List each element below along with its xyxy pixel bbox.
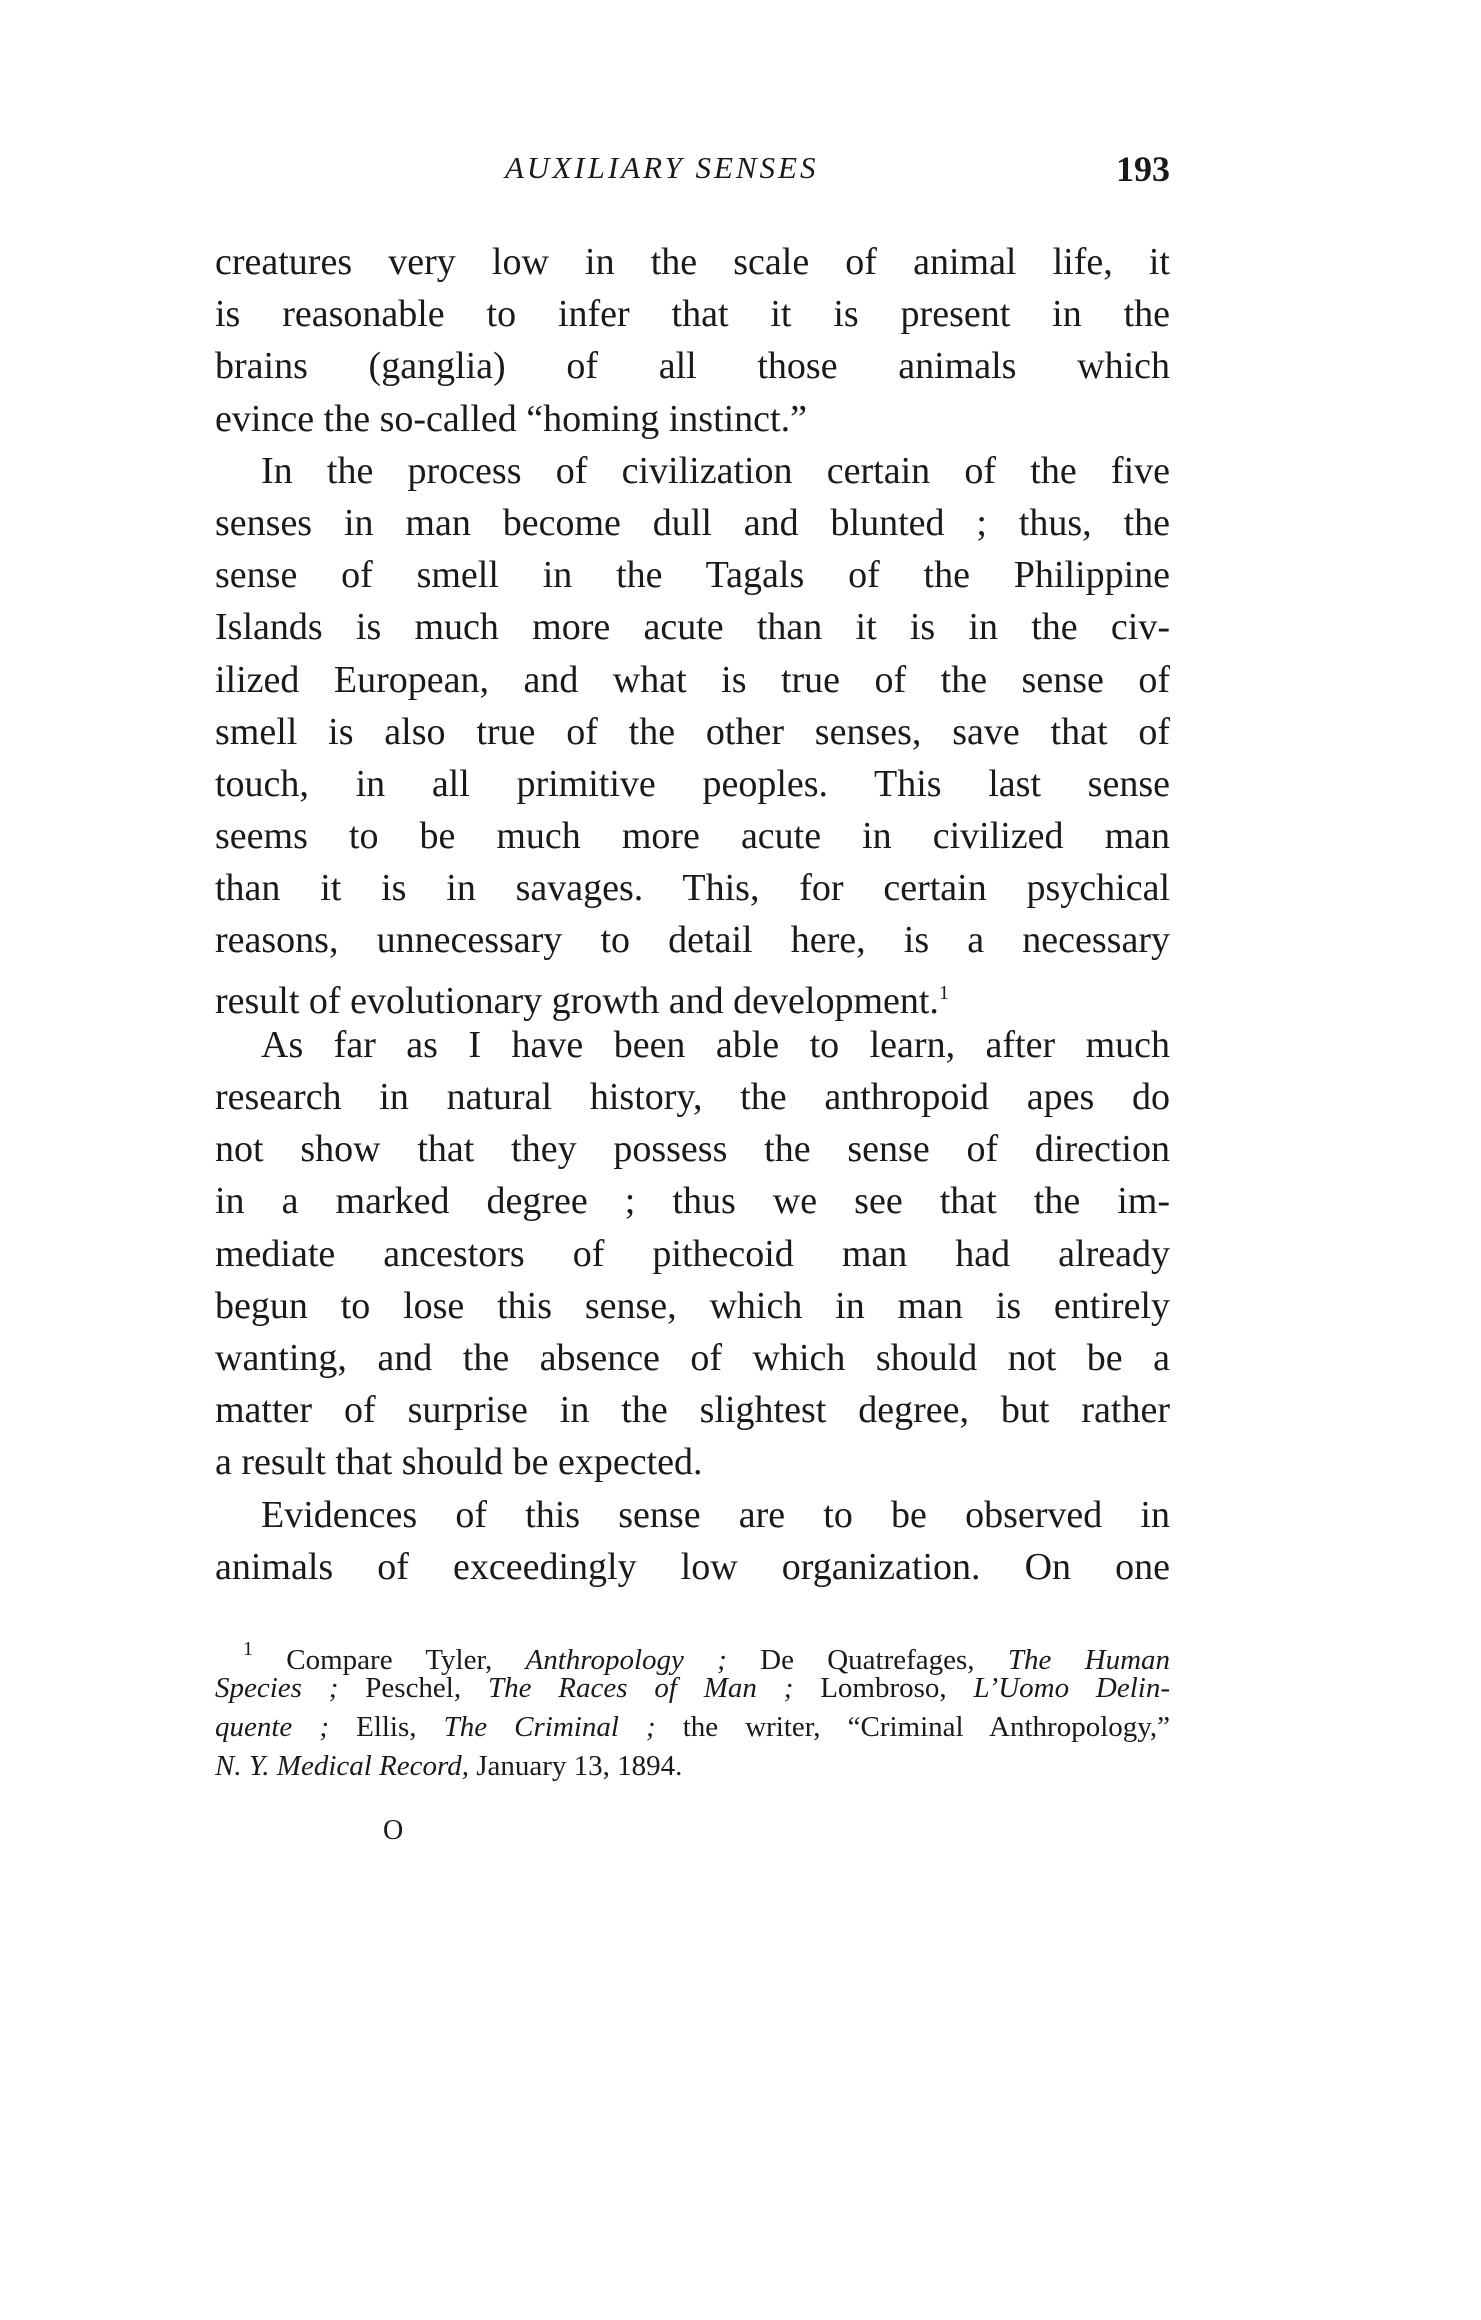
text-line: not show that they possess the sense of direction [215, 1128, 1170, 1171]
text-line: ilized European, and what is true of the sense of [215, 658, 1170, 701]
footnote-title: The Races of Man ; [487, 1672, 794, 1704]
text-line: is reasonable to infer that it is present in the [215, 293, 1170, 336]
text-line: mediate ancestors of pithecoid man had already [215, 1232, 1170, 1275]
paragraph-3 [215, 1019, 1170, 1489]
footnote-line [215, 1708, 1170, 1747]
text-line: seems to be much more acute in civilized man [215, 815, 1170, 858]
text-line: As far as I have been able to learn, after much [261, 1023, 1170, 1066]
text-line: result of evolutionary growth and development. [215, 979, 939, 1022]
footnote-line [215, 1669, 1170, 1708]
text-line: reasons, unnecessary to detail here, is a necessary [215, 919, 1170, 962]
text-line: In the process of civilization certain of the five [261, 449, 1170, 492]
text-line: sense of smell in the Tagals of the Philippine [215, 554, 1170, 597]
text-line: Evidences of this sense are to be observed in [261, 1493, 1170, 1536]
text-line: Islands is much more acute than it is in the civ- [215, 606, 1170, 649]
paragraph-2 [215, 445, 1170, 1022]
paragraph-1 [215, 236, 1170, 445]
footnote-title: The Criminal ; [443, 1711, 656, 1743]
footnote-text: Compare Tyler, [286, 1644, 526, 1676]
footnote-line [215, 1630, 1171, 1676]
footnote-line [215, 1747, 1170, 1786]
footnote-title: The Human [1007, 1644, 1171, 1676]
text-line: in a marked degree ; thus we see that the im- [215, 1180, 1170, 1223]
text-line: begun to lose this sense, which in man is entirely [215, 1284, 1170, 1327]
text-line: creatures very low in the scale of animal life, it [215, 241, 1170, 283]
signature-mark: O [383, 1815, 404, 1846]
text-line: a result that should be expected. [215, 1441, 703, 1484]
running-head [215, 150, 1170, 200]
text-line: brains (ganglia) of all those animals which [215, 345, 1170, 388]
footnote [215, 1630, 1170, 1786]
text-line: matter of surprise in the slightest degree, but rather [215, 1389, 1170, 1432]
footnote-text: the writer, “Criminal Anthropology,” [655, 1711, 1170, 1743]
text-line-with-footnote [215, 967, 1170, 1022]
text-line: wanting, and the absence of which should not be a [215, 1336, 1170, 1379]
text-line: evince the so-called “homing instinct.” [215, 397, 807, 440]
text-line: touch, in all primitive peoples. This last sense [215, 762, 1170, 805]
footnote-reference[interactable]: 1 [938, 981, 949, 1004]
text-line: animals of exceedingly low organization. On one [215, 1545, 1170, 1588]
footnote-title: L’Uomo Delin- [973, 1672, 1171, 1704]
footnote-text: De Quatrefages, [726, 1644, 1008, 1676]
text-line: research in natural history, the anthropoid apes do [215, 1076, 1170, 1118]
footnote-text: Ellis, [329, 1711, 444, 1743]
footnote-title: quente ; [215, 1711, 330, 1743]
page-number: 193 [1116, 149, 1170, 189]
footnote-title: N. Y. Medical Record, [215, 1750, 469, 1782]
footnote-title: Species ; [215, 1672, 339, 1704]
footnote-text: January 13, 1894. [469, 1750, 683, 1782]
footnote-text: Peschel, [338, 1672, 488, 1704]
footnote-text: Lombroso, [793, 1672, 974, 1704]
footnote-marker: 1 [243, 1638, 253, 1660]
text-line: senses in man become dull and blunted ; thus, the [215, 501, 1170, 544]
running-title: AUXILIARY SENSES [505, 150, 819, 185]
footnote-title: Anthropology ; [525, 1644, 727, 1676]
paragraph-4 [215, 1489, 1170, 1593]
text-line: smell is also true of the other senses, save that of [215, 710, 1170, 753]
text-line: than it is in savages. This, for certain psychical [215, 867, 1170, 910]
body-text [215, 236, 1170, 1593]
